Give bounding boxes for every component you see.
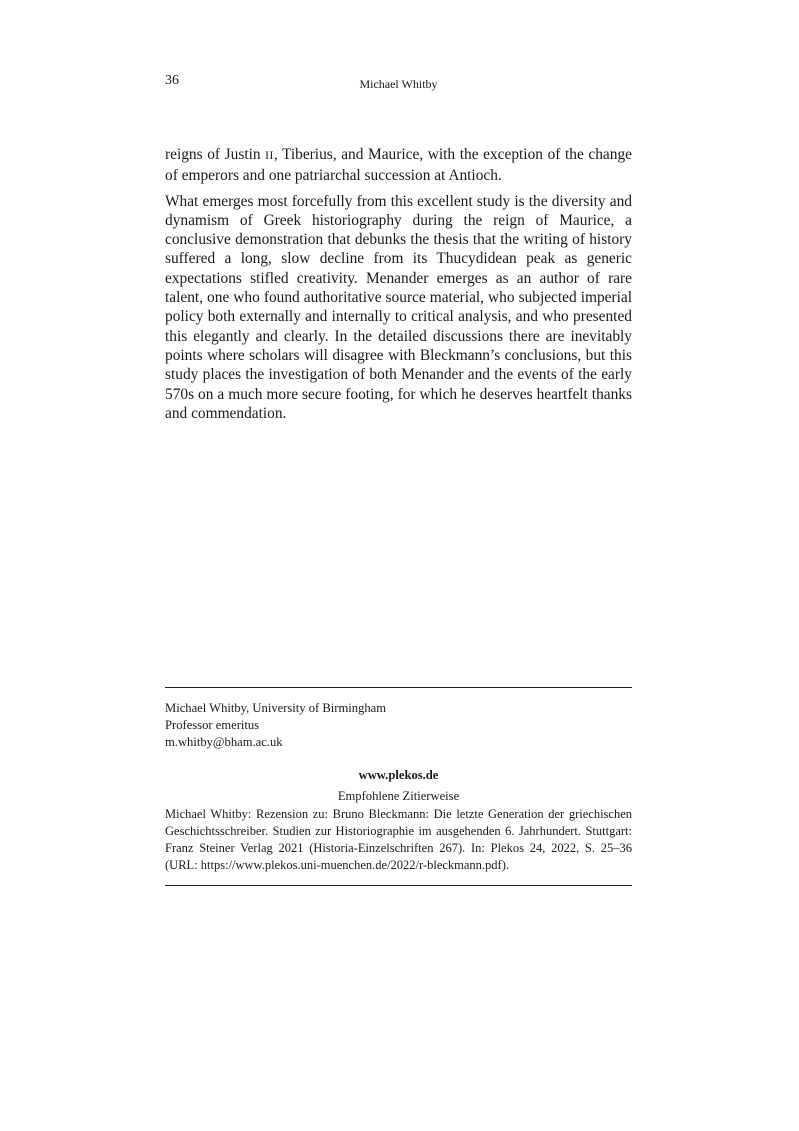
paragraph-1: [165, 145, 632, 186]
citation-text: Michael Whitby: Rezension zu: Bruno Bleckmann: Die letzte Generation der griechischen Geschichtsschreiber. Studien zur Historiographie im ausgehenden 6. Jahrhundert. Stuttgart: Franz Steiner Verlag 2021 (Historia-Einzelschriften 267). In: Plekos 24, 2022, S. 25–36 (URL: https://www.plekos.uni-muenchen.de/2022/r-bleckmann.pdf).: [165, 807, 632, 872]
author-title: Professor emeritus: [165, 718, 260, 732]
author-email[interactable]: m.whitby@bham.ac.uk: [165, 735, 283, 749]
body-text: [165, 145, 632, 423]
citation-heading: Empfohlene Zitierweise: [337, 789, 460, 803]
paragraph-2: What emerges most forcefully from this excellent study is the diversity and dynamism of Greek historiography during the reign of Maurice, a conclusive demonstration that debunks the thesis that the writing of history suffered a long, slow decline from its Thucydidean peak as generic expectations stifled creativity. Menander emerges as an author of rare talent, one who found authoritative source material, who subjected imperial policy both externally and internally to critical analysis, and who presented this elegantly and clearly. In the detailed discussions there are inevitably points where scholars will disagree with Bleckmann’s conclusions, but this study places the investigation of both Menander and the events of the early 570s on a much more secure footing, for which he deserves heartfelt thanks and commendation.: [165, 192, 632, 422]
paragraph-1-start: reigns of Justin: [165, 146, 266, 163]
page-number: 36: [165, 73, 179, 88]
website-link[interactable]: www.plekos.de: [358, 768, 439, 782]
roman-numeral: II: [265, 150, 274, 162]
top-rule: [165, 687, 632, 688]
bottom-rule: [165, 885, 632, 886]
paragraph-1-end: , Tiberius, and Maurice, with the exception of the change of emperors and one patriarchal succession at Antioch.: [165, 146, 632, 185]
author-block: [165, 700, 386, 751]
running-head: Michael Whitby: [359, 77, 438, 91]
author-name-affiliation: Michael Whitby, University of Birmingham: [165, 701, 387, 715]
